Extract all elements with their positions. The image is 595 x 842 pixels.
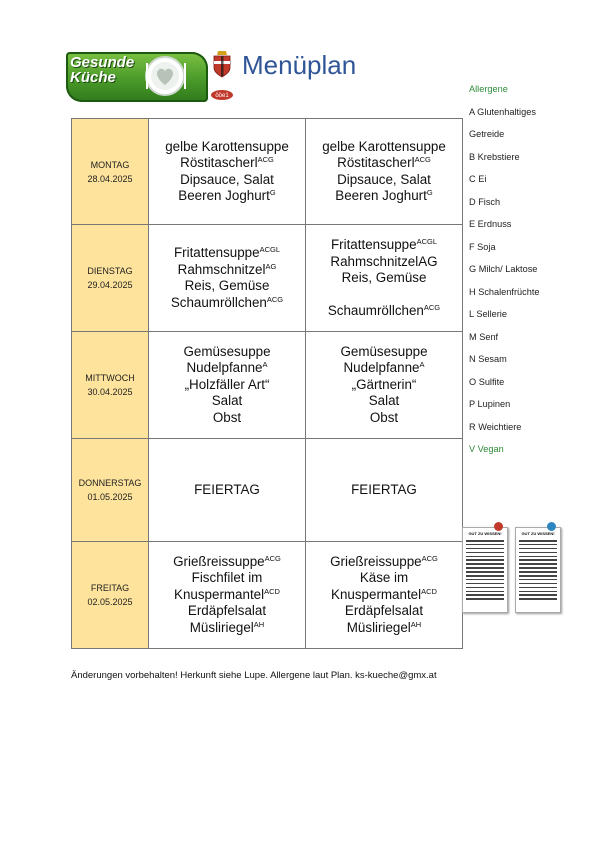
magnifier-icon — [547, 522, 556, 531]
allergen-codes: ACG — [264, 553, 281, 563]
dish-line — [306, 188, 462, 205]
allergen-codes: AH — [410, 619, 422, 629]
day-cell — [72, 542, 149, 649]
dish-text: Knuspermantel — [174, 586, 265, 602]
logo-text: Gesunde Küche — [70, 54, 135, 86]
dish-line — [306, 254, 462, 271]
day-name: DONNERSTAG — [78, 478, 142, 488]
dish-text: Fischfilet im — [191, 570, 263, 586]
allergen-codes: AG — [265, 261, 277, 271]
dish-text: Dipsauce, Salat — [337, 171, 431, 187]
dish-line — [306, 482, 462, 499]
logo-gesunde-kueche — [66, 52, 208, 102]
info-sheet-title: GUT ZU WISSEN! — [521, 531, 555, 536]
dish-text: Fritattensuppe — [330, 237, 417, 252]
dish-text: Käse im — [359, 570, 409, 586]
dish-text: Beeren Joghurt — [178, 188, 270, 203]
info-sheet-thumbnail[interactable] — [462, 527, 508, 613]
allergen-item: M Senf — [469, 331, 499, 342]
dish-text: Röstitascherl — [337, 155, 415, 170]
allergen-item: H Schalenfrüchte — [469, 286, 540, 297]
allergen-codes: ACG — [257, 155, 274, 164]
dish-line — [149, 155, 305, 172]
allergen-item: V Vegan — [469, 444, 504, 454]
dish-line — [306, 270, 462, 287]
allergen-item: L Sellerie — [469, 309, 507, 319]
dish-text: Schaumröllchen — [170, 294, 267, 310]
dish-text: Grießreissuppe — [173, 553, 265, 569]
day-name: FREITAG — [90, 583, 130, 593]
dish-text: FEIERTAG — [194, 481, 260, 497]
dish-line — [149, 482, 305, 499]
dish-line — [149, 139, 305, 156]
allergen-codes: A — [262, 360, 268, 370]
day-name: MONTAG — [90, 159, 130, 170]
dish-line — [306, 393, 462, 410]
dish-text: Obst — [369, 409, 399, 425]
day-date: 02.05.2025 — [87, 597, 133, 607]
dish-line — [149, 377, 305, 394]
footer-note: Änderungen vorbehalten! Herkunft siehe Lupe. Allergene laut Plan. ks-kueche@gmx.at — [71, 670, 437, 681]
dish-line — [149, 295, 305, 312]
dish-line — [306, 344, 462, 361]
day-cell — [72, 439, 149, 542]
dish-line — [149, 278, 305, 295]
menu-2-cell — [306, 119, 463, 225]
allergen-item: N Sesam — [469, 354, 507, 364]
allergen-item: B Krebstiere — [469, 151, 520, 162]
dish-text: Erdäpfelsalat — [344, 603, 424, 619]
dish-text: Beeren Joghurt — [335, 188, 427, 203]
dish-text: Dipsauce, Salat — [180, 171, 274, 187]
dish-line — [149, 344, 305, 361]
dish-text: Fritattensuppe — [173, 245, 260, 260]
allergen-codes: ACG — [421, 553, 438, 563]
dish-text: „Gärtnerin“ — [351, 376, 417, 392]
allergen-legend — [469, 84, 539, 467]
dish-line — [306, 360, 462, 377]
allergen-item: A Glutenhaltiges — [469, 106, 536, 117]
dish-line — [306, 139, 462, 156]
menu-2-cell — [306, 332, 463, 439]
allergen-codes: ACGL — [259, 245, 281, 254]
info-sheet-title: GUT ZU WISSEN! — [468, 531, 502, 536]
menu-row — [72, 439, 463, 542]
dish-line — [306, 620, 462, 637]
dish-text: gelbe Karottensuppe — [165, 138, 289, 154]
day-cell — [72, 119, 149, 225]
dish-text: Reis, Gemüse — [184, 278, 270, 293]
day-date: 01.05.2025 — [87, 492, 133, 502]
menu-row — [72, 332, 463, 439]
menu-row — [72, 225, 463, 332]
dish-line — [149, 587, 305, 604]
dish-line — [306, 303, 462, 320]
day-cell — [72, 225, 149, 332]
dish-text: „Holzfäller Art“ — [184, 376, 270, 392]
menu-row — [72, 542, 463, 649]
dish-line — [306, 603, 462, 620]
dish-text: Schaumröllchen — [327, 302, 424, 318]
menu-1-cell — [149, 119, 306, 225]
day-date: 29.04.2025 — [87, 280, 133, 290]
dish-text: Grießreissuppe — [330, 553, 422, 569]
dish-text: Reis, Gemüse — [341, 270, 427, 285]
allergen-codes: ACG — [414, 155, 431, 164]
dish-line — [306, 587, 462, 604]
dish-line — [306, 172, 462, 189]
dish-line — [149, 393, 305, 410]
dish-text: Obst — [212, 409, 242, 425]
dish-text: Erdäpfelsalat — [187, 603, 267, 619]
dish-line — [149, 245, 305, 262]
dish-line — [149, 172, 305, 189]
menu-1-cell — [149, 332, 306, 439]
dish-text: Salat — [211, 393, 243, 409]
dish-line — [149, 620, 305, 637]
dish-text: Knuspermantel — [331, 586, 422, 602]
allergen-codes: ACD — [264, 586, 280, 596]
allergen-item: E Erdnuss — [469, 219, 512, 229]
allergen-item: D Fisch — [469, 196, 501, 207]
allergen-codes: ACD — [421, 586, 437, 596]
allergen-item: G Milch/ Laktose — [469, 264, 538, 274]
dish-line — [149, 262, 305, 279]
dish-text: gelbe Karottensuppe — [322, 138, 446, 154]
blank-line — [306, 287, 462, 303]
day-cell — [72, 332, 149, 439]
allergen-codes: ACG — [266, 294, 284, 304]
allergen-item: Getreide — [469, 129, 505, 139]
dish-text: Müsliriegel — [189, 619, 254, 635]
badge-icon — [494, 522, 503, 531]
menu-table — [71, 118, 463, 649]
dish-text: Rahmschnitzel — [177, 261, 266, 277]
allergen-codes: A — [419, 360, 425, 370]
dish-text: Röstitascherl — [180, 155, 258, 170]
dish-line — [306, 410, 462, 427]
menu-1-cell — [149, 542, 306, 649]
day-name: MITTWOCH — [85, 373, 135, 383]
allergen-item: R Weichtiere — [469, 421, 522, 432]
menu-1-cell — [149, 439, 306, 542]
dish-text: Nudelpfanne — [186, 360, 263, 376]
dish-line — [149, 554, 305, 571]
menu-1-cell — [149, 225, 306, 332]
dish-line — [149, 570, 305, 587]
allergen-legend-title: Allergene — [469, 84, 508, 94]
dish-text: Nudelpfanne — [343, 360, 420, 376]
dish-line — [306, 570, 462, 587]
allergen-codes: ACGL — [416, 237, 438, 246]
menu-2-cell — [306, 225, 463, 332]
day-date: 30.04.2025 — [87, 387, 133, 397]
allergen-codes: G — [426, 188, 433, 197]
allergen-item: P Lupinen — [469, 399, 511, 409]
allergen-item: F Soja — [469, 241, 496, 252]
plate-heart-icon — [144, 55, 186, 97]
dish-line — [149, 360, 305, 377]
dish-text: Salat — [368, 393, 400, 409]
dish-text: FEIERTAG — [351, 481, 417, 497]
dish-text: Gemüsesuppe — [183, 343, 271, 359]
dish-text: Müsliriegel — [346, 619, 411, 635]
allergen-codes: AH — [253, 619, 265, 629]
community-badge-text: ööe1 — [215, 93, 229, 100]
dish-line — [306, 554, 462, 571]
crest-icon — [212, 50, 232, 78]
dish-text: RahmschnitzelAG — [330, 253, 438, 269]
dish-line — [306, 155, 462, 172]
allergen-codes: G — [269, 188, 276, 197]
dish-text: Gemüsesuppe — [340, 343, 428, 359]
community-badge-icon — [210, 89, 234, 101]
info-sheet-thumbnail[interactable] — [515, 527, 561, 613]
day-date: 28.04.2025 — [87, 173, 133, 184]
info-sheet-text-lines — [466, 540, 504, 602]
dish-line — [149, 188, 305, 205]
dish-line — [306, 377, 462, 394]
menu-2-cell — [306, 542, 463, 649]
page-title: Menüplan — [242, 50, 357, 80]
allergen-item: C Ei — [469, 174, 487, 184]
day-name: DIENSTAG — [87, 266, 133, 276]
menu-2-cell — [306, 439, 463, 542]
dish-line — [149, 603, 305, 620]
dish-line — [149, 410, 305, 427]
dish-line — [306, 237, 462, 254]
allergen-item: O Sulfite — [469, 376, 505, 387]
allergen-codes: ACG — [423, 302, 441, 312]
menu-row — [72, 119, 463, 225]
info-sheet-text-lines — [519, 540, 557, 602]
